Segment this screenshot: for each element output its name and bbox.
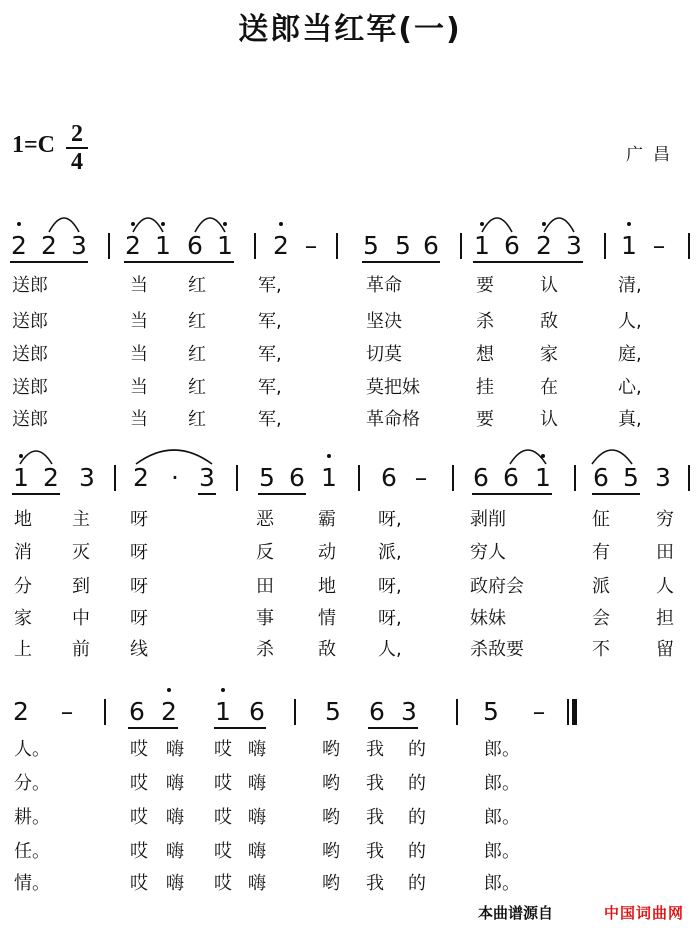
lyric: 人, [378, 639, 402, 660]
lyric: 呀, [378, 608, 402, 629]
lyric: 灭 [72, 542, 90, 563]
note: 2 [161, 697, 177, 726]
lyric: 郎。 [484, 841, 520, 862]
lyric: 霸 [318, 509, 336, 530]
octave-dot [131, 222, 135, 226]
lyric: 红 [188, 409, 206, 430]
lyric: 红 [188, 275, 206, 296]
lyric: 哎 [214, 773, 232, 794]
note: 5 [483, 697, 499, 726]
note: 3 [79, 463, 95, 492]
lyric: 的 [408, 873, 426, 894]
final-barline-thick [572, 699, 577, 725]
note: 5 [363, 231, 379, 260]
note: 6 [503, 463, 519, 492]
lyric-line [0, 345, 700, 365]
lyric: 当 [130, 275, 148, 296]
lyric: 上 [14, 639, 32, 660]
lyric-line [0, 276, 700, 296]
lyric: 留 [656, 639, 674, 660]
lyric-line [0, 312, 700, 332]
note: 6 [593, 463, 609, 492]
lyric-line [0, 378, 700, 398]
note: – [652, 231, 666, 260]
origin-label: 广昌 [626, 145, 680, 165]
lyric: 革命格 [366, 409, 420, 430]
lyric: 哎 [214, 873, 232, 894]
lyric: 家 [540, 344, 558, 365]
underline [258, 493, 306, 495]
lyric: 送郎 [12, 409, 48, 430]
lyric: 哟 [322, 873, 340, 894]
underline [214, 727, 266, 729]
octave-dot [161, 222, 165, 226]
note: 6 [187, 231, 203, 260]
lyric: 哎 [130, 807, 148, 828]
lyric: 送郎 [12, 275, 48, 296]
lyric: 人, [618, 311, 642, 332]
note: – [60, 697, 74, 726]
underline [10, 261, 88, 263]
note: 5 [259, 463, 275, 492]
lyric: 哎 [130, 841, 148, 862]
lyric: 郎。 [484, 739, 520, 760]
lyric: 当 [130, 377, 148, 398]
barline [254, 233, 256, 259]
lyric: 杀 [256, 639, 274, 660]
note: 3 [199, 463, 215, 492]
note: 6 [423, 231, 439, 260]
note: – [414, 463, 428, 492]
lyric: 恶 [256, 509, 274, 530]
lyric: 担 [656, 608, 674, 629]
lyric: 分。 [14, 773, 50, 794]
octave-dot [167, 688, 171, 692]
note: 3 [566, 231, 582, 260]
note: 1 [215, 697, 231, 726]
note: 3 [401, 697, 417, 726]
lyric: 心, [618, 377, 642, 398]
lyric: 我 [366, 807, 384, 828]
lyric: 军, [258, 344, 282, 365]
lyric: 我 [366, 873, 384, 894]
note: – [304, 231, 318, 260]
lyric: 敌 [540, 311, 558, 332]
lyric: 送郎 [12, 311, 48, 332]
time-signature-top: 2 [71, 121, 83, 147]
lyric: 嗨 [166, 841, 184, 862]
octave-dot [279, 222, 283, 226]
lyric: 地 [14, 509, 32, 530]
slur [133, 218, 163, 232]
note: – [532, 697, 546, 726]
note: 6 [129, 697, 145, 726]
lyric: 消 [14, 542, 32, 563]
lyric: 嗨 [166, 873, 184, 894]
note: 2 [11, 231, 27, 260]
lyric: 反 [256, 542, 274, 563]
lyric: 哟 [322, 841, 340, 862]
lyric: 有 [592, 542, 610, 563]
underline [368, 727, 418, 729]
note: 6 [473, 463, 489, 492]
lyric: 哎 [214, 807, 232, 828]
lyric: 革命 [366, 275, 402, 296]
lyric: 哎 [130, 873, 148, 894]
lyric: 呀 [130, 576, 148, 597]
lyric: 呀 [130, 509, 148, 530]
underline [128, 727, 178, 729]
lyric: 佂 [592, 509, 610, 530]
note: 1 [621, 231, 637, 260]
lyric: 坚决 [366, 311, 402, 332]
underline [592, 493, 640, 495]
note: 1 [155, 231, 171, 260]
barline [452, 465, 454, 491]
time-signature-bottom: 4 [71, 149, 83, 175]
lyric: 中 [72, 608, 90, 629]
lyric: 到 [72, 576, 90, 597]
lyric: 我 [366, 739, 384, 760]
note: 1 [217, 231, 233, 260]
source-label: 本曲谱源自 [478, 904, 554, 922]
note: 2 [125, 231, 141, 260]
lyric: 嗨 [248, 807, 266, 828]
octave-dot [627, 222, 631, 226]
barline [574, 465, 576, 491]
octave-dot [480, 222, 484, 226]
note: · [171, 463, 179, 492]
lyric: 敌 [318, 639, 336, 660]
lyric: 不 [592, 639, 610, 660]
lyric: 挂 [476, 377, 494, 398]
note: 2 [13, 697, 29, 726]
note: 5 [325, 697, 341, 726]
lyric: 莫把妹 [366, 377, 420, 398]
octave-dot [17, 222, 21, 226]
note: 2 [536, 231, 552, 260]
barline [460, 233, 462, 259]
lyric: 嗨 [248, 773, 266, 794]
lyric: 杀敌要 [470, 639, 524, 660]
note: 6 [249, 697, 265, 726]
note: 6 [289, 463, 305, 492]
lyric: 穷 [656, 509, 674, 530]
lyric: 哎 [130, 739, 148, 760]
lyric: 的 [408, 739, 426, 760]
lyric: 当 [130, 344, 148, 365]
barline [688, 465, 690, 491]
lyric: 认 [540, 275, 558, 296]
lyric: 当 [130, 409, 148, 430]
note: 3 [71, 231, 87, 260]
barline [114, 465, 116, 491]
barline [236, 465, 238, 491]
lyric: 穷人 [470, 542, 506, 563]
lyric: 线 [130, 639, 148, 660]
lyric-line [0, 874, 700, 894]
lyric: 情 [318, 608, 336, 629]
note: 1 [535, 463, 551, 492]
lyric: 要 [476, 409, 494, 430]
lyric: 哟 [322, 773, 340, 794]
note: 2 [43, 463, 59, 492]
lyric: 哎 [130, 773, 148, 794]
lyric: 呀, [378, 509, 402, 530]
lyric: 当 [130, 311, 148, 332]
lyric: 分 [14, 576, 32, 597]
underline [473, 261, 583, 263]
lyric: 妹妹 [470, 608, 506, 629]
barline [336, 233, 338, 259]
lyric: 想 [476, 344, 494, 365]
lyric: 人 [656, 576, 674, 597]
lyric: 呀 [130, 608, 148, 629]
lyric: 事 [256, 608, 274, 629]
lyric-line [0, 577, 700, 597]
lyric: 红 [188, 311, 206, 332]
lyric: 军, [258, 377, 282, 398]
lyric: 田 [656, 542, 674, 563]
lyric: 派, [378, 542, 402, 563]
lyric: 田 [256, 576, 274, 597]
slur [482, 218, 512, 232]
slur [136, 450, 212, 464]
lyric: 嗨 [166, 807, 184, 828]
key-signature: 1=C [12, 132, 56, 158]
slur [592, 450, 632, 464]
barline [604, 233, 606, 259]
lyric-line [0, 543, 700, 563]
lyric: 的 [408, 773, 426, 794]
lyric: 政府会 [470, 576, 524, 597]
lyric: 呀 [130, 542, 148, 563]
underline [12, 493, 60, 495]
octave-dot [541, 454, 545, 458]
octave-dot [221, 688, 225, 692]
lyric: 送郎 [12, 377, 48, 398]
note: 6 [381, 463, 397, 492]
octave-dot [19, 454, 23, 458]
lyric: 要 [476, 275, 494, 296]
note: 6 [504, 231, 520, 260]
slur [544, 218, 574, 232]
lyric: 认 [540, 409, 558, 430]
lyric: 我 [366, 773, 384, 794]
lyric: 郎。 [484, 873, 520, 894]
lyric: 地 [318, 576, 336, 597]
lyric: 军, [258, 275, 282, 296]
underline [362, 261, 440, 263]
lyric: 嗨 [248, 739, 266, 760]
note: 1 [13, 463, 29, 492]
lyric: 哎 [214, 841, 232, 862]
lyric: 任。 [14, 841, 50, 862]
lyric: 真, [618, 409, 642, 430]
lyric: 哎 [214, 739, 232, 760]
barline [456, 699, 458, 725]
lyric: 在 [540, 377, 558, 398]
barline [358, 465, 360, 491]
barline [108, 233, 110, 259]
lyric: 哟 [322, 739, 340, 760]
barline [104, 699, 106, 725]
barline [294, 699, 296, 725]
lyric: 的 [408, 841, 426, 862]
lyric: 嗨 [166, 773, 184, 794]
lyric-line [0, 842, 700, 862]
note: 2 [41, 231, 57, 260]
lyric: 清, [618, 275, 642, 296]
octave-dot [327, 454, 331, 458]
lyric: 主 [72, 509, 90, 530]
underline [198, 493, 216, 495]
song-title: 送郎当红军(一) [238, 12, 462, 47]
site-watermark[interactable]: 中国词曲网 [604, 904, 685, 922]
lyric: 送郎 [12, 344, 48, 365]
lyric: 人。 [14, 739, 50, 760]
lyric: 家 [14, 608, 32, 629]
note: 3 [655, 463, 671, 492]
note: 2 [133, 463, 149, 492]
lyric: 呀, [378, 576, 402, 597]
lyric: 杀 [476, 311, 494, 332]
underline [472, 493, 552, 495]
note: 6 [369, 697, 385, 726]
underline [124, 261, 234, 263]
lyric: 军, [258, 409, 282, 430]
lyric: 红 [188, 344, 206, 365]
lyric: 我 [366, 841, 384, 862]
barline [688, 233, 690, 259]
lyric-line [0, 609, 700, 629]
slur [49, 218, 79, 232]
lyric: 派 [592, 576, 610, 597]
lyric: 会 [592, 608, 610, 629]
lyric: 的 [408, 807, 426, 828]
note: 1 [321, 463, 337, 492]
final-barline-thin [567, 699, 569, 725]
lyric: 耕。 [14, 807, 50, 828]
lyric-line [0, 808, 700, 828]
lyric: 切莫 [366, 344, 402, 365]
lyric: 郎。 [484, 773, 520, 794]
octave-dot [223, 222, 227, 226]
lyric-line [0, 740, 700, 760]
lyric: 动 [318, 542, 336, 563]
lyric: 嗨 [166, 739, 184, 760]
note: 1 [474, 231, 490, 260]
lyric: 郎。 [484, 807, 520, 828]
lyric: 嗨 [248, 873, 266, 894]
lyric: 前 [72, 639, 90, 660]
lyric-line [0, 640, 700, 660]
lyric-line [0, 410, 700, 430]
lyric: 哟 [322, 807, 340, 828]
note: 5 [395, 231, 411, 260]
lyric-line [0, 510, 700, 530]
lyric: 红 [188, 377, 206, 398]
note: 5 [623, 463, 639, 492]
note: 2 [273, 231, 289, 260]
lyric: 嗨 [248, 841, 266, 862]
lyric-line [0, 774, 700, 794]
lyric: 剥削 [470, 509, 506, 530]
lyric: 庭, [618, 344, 642, 365]
lyric: 情。 [14, 873, 50, 894]
slur [195, 218, 225, 232]
octave-dot [542, 222, 546, 226]
lyric: 军, [258, 311, 282, 332]
